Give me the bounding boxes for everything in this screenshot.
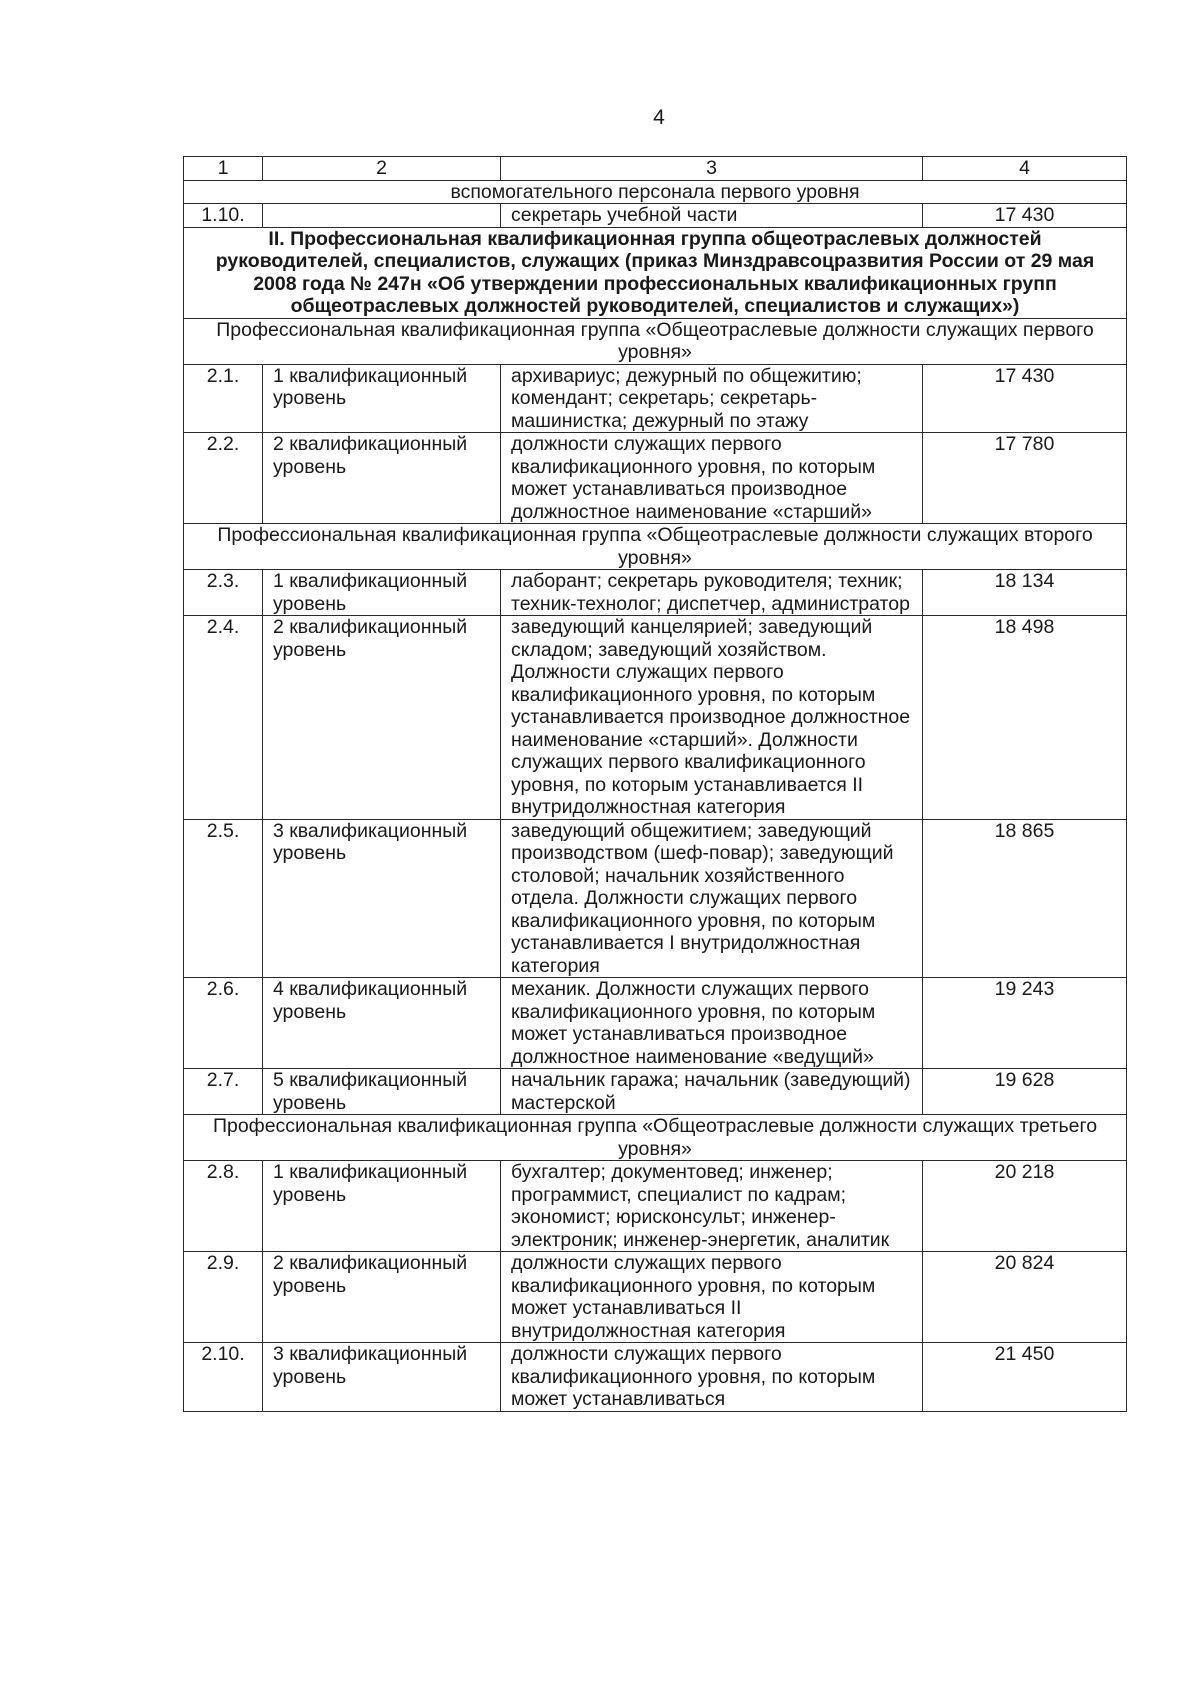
positions: начальник гаража; начальник (заведующий) мастерской <box>501 1069 923 1115</box>
row-number: 2.7. <box>184 1069 263 1115</box>
table-row <box>184 433 1127 524</box>
row-number: 2.10. <box>184 1343 263 1412</box>
row-number: 1.10. <box>184 204 263 228</box>
row-number: 2.9. <box>184 1252 263 1343</box>
table-row <box>184 819 1127 978</box>
header-cell-4: 4 <box>923 157 1127 181</box>
header-cell-3: 3 <box>501 157 923 181</box>
qualification-level: 2 квалификационный уровень <box>263 433 501 524</box>
header-cell-2: 2 <box>263 157 501 181</box>
qualification-level: 5 квалификационный уровень <box>263 1069 501 1115</box>
table-row <box>184 1252 1127 1343</box>
salary: 17 430 <box>923 364 1127 433</box>
group-row <box>184 318 1127 364</box>
group-title: Профессиональная квалификационная группа «Общеотраслевые должности служащих первого уровня» <box>184 318 1127 364</box>
group-row <box>184 1115 1127 1161</box>
row-number: 2.6. <box>184 978 263 1069</box>
qualification-level <box>263 204 501 228</box>
positions: архивариус; дежурный по общежитию; комендант; секретарь; секретарь-машинистка; дежурный по этажу <box>501 364 923 433</box>
qualification-level: 1 квалификационный уровень <box>263 570 501 616</box>
salary: 18 498 <box>923 616 1127 820</box>
salary: 20 824 <box>923 1252 1127 1343</box>
column-number-header <box>184 157 1127 181</box>
table-row <box>184 364 1127 433</box>
salary-table-body <box>184 157 1127 1412</box>
salary: 20 218 <box>923 1161 1127 1252</box>
section-row <box>184 227 1127 318</box>
row-number: 2.5. <box>184 819 263 978</box>
salary: 21 450 <box>923 1343 1127 1412</box>
qualification-level: 1 квалификационный уровень <box>263 364 501 433</box>
salary: 18 134 <box>923 570 1127 616</box>
row-number: 2.4. <box>184 616 263 820</box>
table-row <box>184 1343 1127 1412</box>
header-cell-1: 1 <box>184 157 263 181</box>
table-row <box>184 1161 1127 1252</box>
table-row <box>184 204 1127 228</box>
row-number: 2.2. <box>184 433 263 524</box>
salary: 17 780 <box>923 433 1127 524</box>
salary: 19 243 <box>923 978 1127 1069</box>
positions: секретарь учебной части <box>501 204 923 228</box>
qualification-level: 3 квалификационный уровень <box>263 819 501 978</box>
salary: 19 628 <box>923 1069 1127 1115</box>
salary: 18 865 <box>923 819 1127 978</box>
positions: заведующий общежитием; заведующий производством (шеф-повар); заведующий столовой; начальник хозяйственного отдела. Должности служащих первого квалификационного уровня, по которым устанавливается I внутридолжностная категория <box>501 819 923 978</box>
group-title: Профессиональная квалификационная группа «Общеотраслевые должности служащих третьего уровня» <box>184 1115 1127 1161</box>
positions: должности служащих первого квалификационного уровня, по которым может устанавливаться производное должностное наименование «старший» <box>501 433 923 524</box>
qualification-level: 4 квалификационный уровень <box>263 978 501 1069</box>
positions: лаборант; секретарь руководителя; техник; техник-технолог; диспетчер, администратор <box>501 570 923 616</box>
group-title: вспомогательного персонала первого уровня <box>184 180 1127 204</box>
positions: заведующий канцелярией; заведующий складом; заведующий хозяйством. Должности служащих первого квалификационного уровня, по которым устанавливается производное должностное наименование «старший». Должности служащих первого квалификационного уровня, по которым устанавливается II внутридолжностная категория <box>501 616 923 820</box>
table-row <box>184 978 1127 1069</box>
table-row <box>184 616 1127 820</box>
qualification-level: 2 квалификационный уровень <box>263 616 501 820</box>
positions: механик. Должности служащих первого квалификационного уровня, по которым может устанавливаться производное должностное наименование «ведущий» <box>501 978 923 1069</box>
row-number: 2.1. <box>184 364 263 433</box>
qualification-level: 2 квалификационный уровень <box>263 1252 501 1343</box>
positions: должности служащих первого квалификационного уровня, по которым может устанавливаться <box>501 1343 923 1412</box>
salary-table <box>183 156 1127 1412</box>
table-row <box>184 1069 1127 1115</box>
positions: бухгалтер; документовед; инженер; программист, специалист по кадрам; экономист; юрисконсульт; инженер-электроник; инженер-энергетик, аналитик <box>501 1161 923 1252</box>
table-row <box>184 570 1127 616</box>
group-row <box>184 524 1127 570</box>
qualification-level: 3 квалификационный уровень <box>263 1343 501 1412</box>
page-number: 4 <box>653 106 665 129</box>
section-title: II. Профессиональная квалификационная группа общеотраслевых должностей руководителей, специалистов, служащих (приказ Минздравсоцразвития России от 29 мая 2008 года № 247н «Об утверждении профессиональных квалификационных групп общеотраслевых должностей руководителей, специалистов и служащих») <box>184 227 1127 318</box>
qualification-level: 1 квалификационный уровень <box>263 1161 501 1252</box>
row-number: 2.8. <box>184 1161 263 1252</box>
group-title: Профессиональная квалификационная группа «Общеотраслевые должности служащих второго уровня» <box>184 524 1127 570</box>
positions: должности служащих первого квалификационного уровня, по которым может устанавливаться II внутридолжностная категория <box>501 1252 923 1343</box>
salary: 17 430 <box>923 204 1127 228</box>
row-number: 2.3. <box>184 570 263 616</box>
group-row <box>184 180 1127 204</box>
